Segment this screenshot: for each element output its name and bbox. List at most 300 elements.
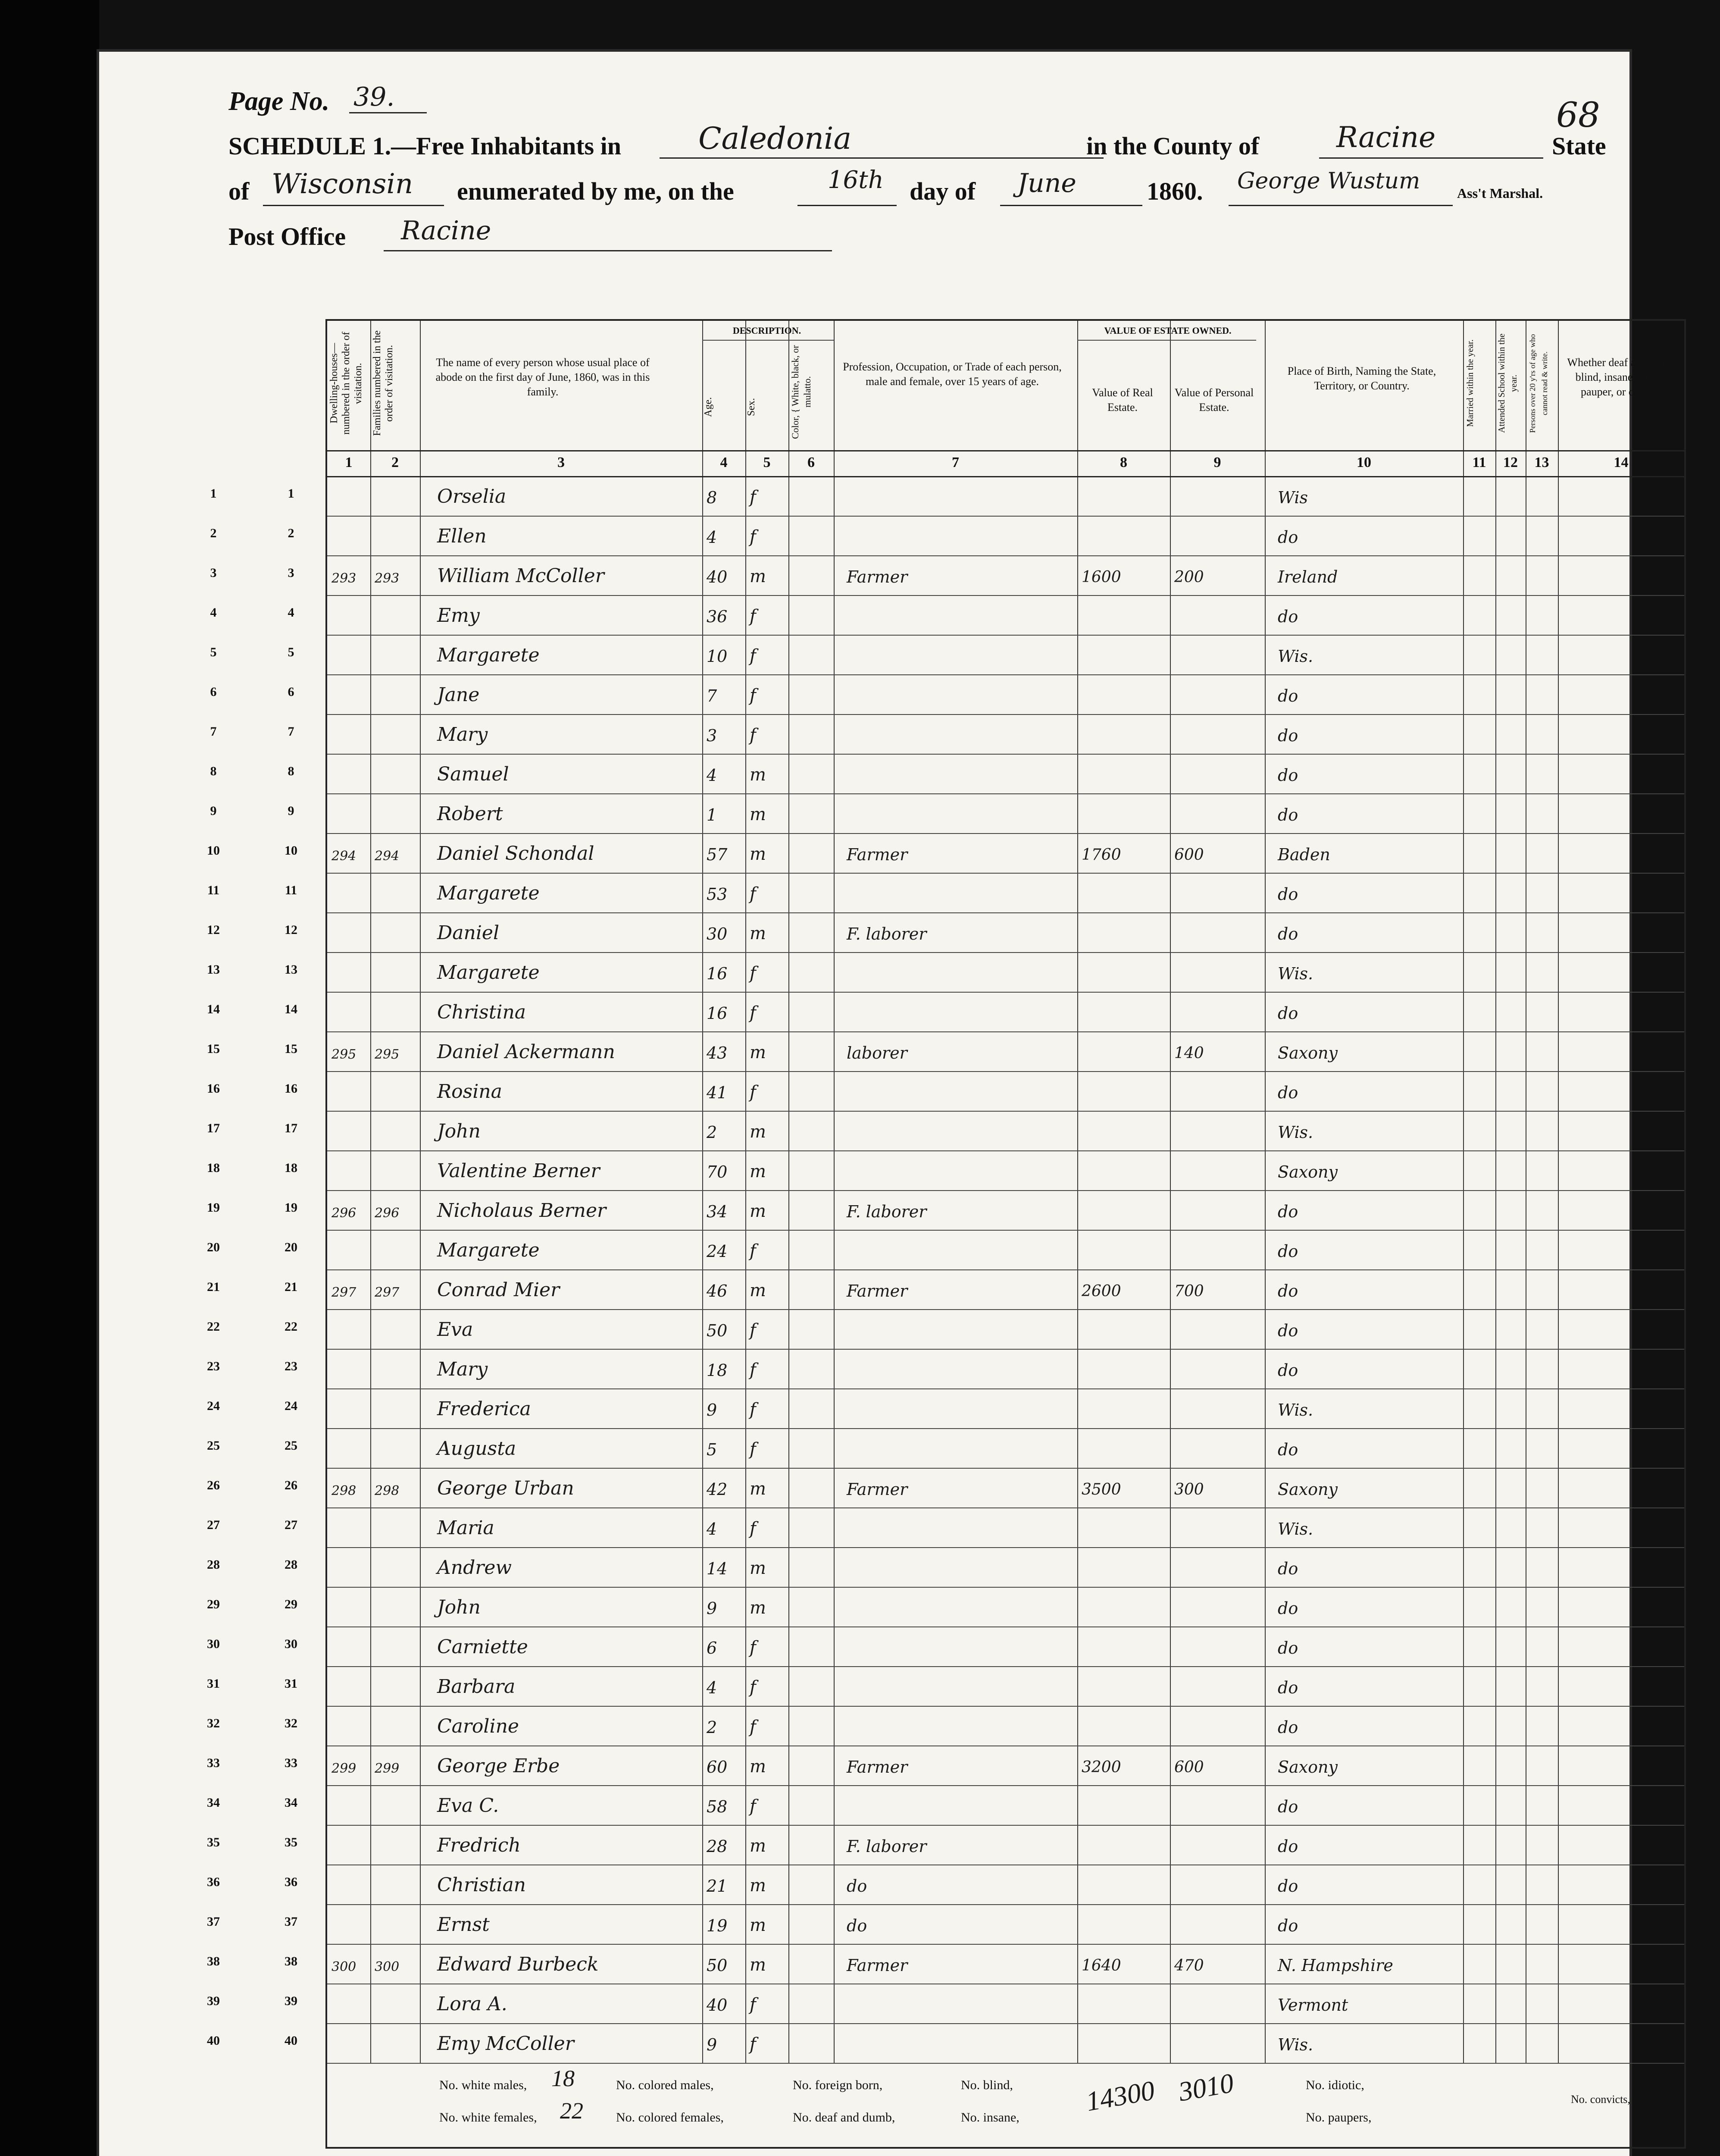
person-name: Emy McColler xyxy=(437,2033,574,2055)
sex-value: f xyxy=(750,1519,756,1539)
birthplace-value: do xyxy=(1278,1361,1298,1380)
row-number-right: 5 xyxy=(1701,645,1708,659)
birthplace-value: do xyxy=(1278,1916,1298,1935)
sex-value: f xyxy=(750,527,756,547)
row-rule xyxy=(327,793,1684,794)
birthplace-value: do xyxy=(1278,1599,1298,1618)
row-number-right: 18 xyxy=(1698,1161,1711,1175)
birthplace-value: do xyxy=(1278,607,1298,626)
row-rule xyxy=(327,555,1684,556)
birthplace-value: Wis. xyxy=(1278,964,1313,983)
dwelling-number: 297 xyxy=(331,1285,357,1300)
row-number-outer: 11 xyxy=(207,883,220,897)
row-rule xyxy=(327,1031,1684,1032)
paupers-label: No. paupers, xyxy=(1306,2110,1372,2125)
row-number-outer: 29 xyxy=(207,1597,220,1611)
description-rule xyxy=(702,340,834,341)
column-number: 9 xyxy=(1213,454,1221,470)
sex-value: m xyxy=(750,1836,766,1856)
person-name: Caroline xyxy=(437,1715,519,1737)
row-number-inner: 10 xyxy=(285,843,297,858)
column-divider xyxy=(1077,321,1078,2063)
month-underline xyxy=(1000,205,1142,206)
white-males-label: No. white males, xyxy=(439,2078,527,2092)
birthplace-value: Ireland xyxy=(1278,567,1338,586)
row-rule xyxy=(327,1626,1684,1627)
row-number-right: 40 xyxy=(1698,2034,1711,2048)
dwelling-number: 294 xyxy=(331,849,357,864)
row-rule xyxy=(327,1745,1684,1746)
birthplace-value: do xyxy=(1278,766,1298,785)
header-rule xyxy=(327,450,1684,451)
county-name: Racine xyxy=(1336,121,1436,154)
row-number-right: 20 xyxy=(1698,1240,1711,1254)
row-rule xyxy=(327,1666,1684,1667)
row-number-inner: 31 xyxy=(285,1677,297,1691)
col-header-birthplace: Place of Birth, Naming the State, Territory, or Country. xyxy=(1287,365,1436,392)
birthplace-value: do xyxy=(1278,1678,1298,1697)
sex-value: m xyxy=(750,1281,766,1300)
row-number-right: 23 xyxy=(1698,1359,1711,1373)
sex-value: f xyxy=(750,2034,756,2054)
row-rule xyxy=(327,1587,1684,1588)
row-number-inner: 4 xyxy=(288,605,294,620)
row-number-outer: 20 xyxy=(207,1240,220,1254)
person-name: Fredrich xyxy=(437,1834,521,1856)
row-number-right: 27 xyxy=(1698,1518,1711,1532)
row-number-outer: 7 xyxy=(210,724,217,739)
age-value: 50 xyxy=(707,1321,728,1340)
occupation-value: Farmer xyxy=(847,1758,908,1777)
township-name: Caledonia xyxy=(698,121,852,156)
white-females-count: 22 xyxy=(560,2098,583,2124)
occupation-value: Farmer xyxy=(847,1282,908,1300)
personal-estate-value: 200 xyxy=(1174,568,1204,586)
row-rule xyxy=(327,912,1684,913)
row-number-inner: 11 xyxy=(285,883,297,897)
person-name: Andrew xyxy=(437,1557,512,1579)
person-name: Margarete xyxy=(437,1239,540,1261)
person-name: Margarete xyxy=(437,882,540,904)
row-number-right: 22 xyxy=(1698,1319,1711,1334)
county-underline xyxy=(1319,157,1543,159)
birthplace-value: do xyxy=(1278,1837,1298,1856)
row-rule xyxy=(327,595,1684,596)
column-number: 13 xyxy=(1534,454,1549,470)
row-number-outer: 13 xyxy=(207,962,220,977)
row-number-inner: 21 xyxy=(285,1280,297,1294)
page-number: 39. xyxy=(353,82,395,112)
age-value: 10 xyxy=(707,647,728,666)
row-number-inner: 32 xyxy=(285,1716,297,1730)
row-rule xyxy=(327,2023,1684,2024)
white-females-label: No. white females, xyxy=(439,2110,537,2125)
row-number-right: 25 xyxy=(1698,1438,1711,1453)
column-number: 6 xyxy=(807,454,815,470)
col-header-sex: Sex. xyxy=(746,398,757,416)
of-label: of xyxy=(228,177,250,205)
page-number-underline xyxy=(349,112,427,113)
column-divider xyxy=(834,321,835,2063)
person-name: Maria xyxy=(437,1517,494,1539)
birthplace-value: do xyxy=(1278,686,1298,705)
row-number-right: 30 xyxy=(1698,1637,1711,1651)
sex-value: m xyxy=(750,844,766,864)
occupation-value: Farmer xyxy=(847,1956,908,1975)
row-number-right: 36 xyxy=(1698,1875,1711,1889)
col-header-illiterate: Persons over 20 y'rs of age who cannot read & write. xyxy=(1528,334,1549,433)
person-name: Valentine Berner xyxy=(437,1160,600,1182)
total-real-estate: 14300 xyxy=(1083,2075,1157,2117)
row-number-right: 2 xyxy=(1701,526,1708,540)
sex-value: f xyxy=(750,1439,756,1459)
row-number-right: 1 xyxy=(1701,486,1708,501)
sex-value: f xyxy=(750,1796,756,1816)
sex-value: m xyxy=(750,765,766,785)
sex-value: f xyxy=(750,1082,756,1102)
sex-value: f xyxy=(750,725,756,745)
row-rule xyxy=(327,1904,1684,1905)
row-number-outer: 34 xyxy=(207,1796,220,1810)
person-name: Frederica xyxy=(437,1398,531,1420)
row-number-inner: 36 xyxy=(285,1875,297,1889)
column-divider xyxy=(420,321,421,2063)
row-rule xyxy=(327,1706,1684,1707)
age-value: 3 xyxy=(707,726,717,745)
age-value: 9 xyxy=(707,1599,717,1618)
dwelling-number: 299 xyxy=(331,1761,357,1776)
col-header-school: Attended School within the year. xyxy=(1496,333,1519,433)
person-name: Rosina xyxy=(437,1081,502,1103)
birthplace-value: do xyxy=(1278,1559,1298,1578)
age-value: 28 xyxy=(707,1837,728,1856)
person-name: George Urban xyxy=(437,1477,574,1499)
row-number-right: 7 xyxy=(1701,724,1708,739)
sex-value: m xyxy=(750,1043,766,1062)
birthplace-value: Wis. xyxy=(1278,2035,1313,2054)
row-number-inner: 3 xyxy=(288,566,294,580)
real-estate-value: 1640 xyxy=(1082,1957,1121,1974)
total-personal-estate: 3010 xyxy=(1176,2067,1236,2107)
person-name: John xyxy=(437,1596,481,1618)
family-number: 296 xyxy=(375,1206,400,1221)
birthplace-value: Baden xyxy=(1278,845,1330,864)
column-divider xyxy=(788,321,789,2063)
sex-value: f xyxy=(750,884,756,904)
sex-value: f xyxy=(750,487,756,507)
person-name: Daniel xyxy=(437,922,500,944)
census-page xyxy=(99,52,1711,2156)
row-number-right: 38 xyxy=(1698,1954,1711,1968)
row-number-inner: 27 xyxy=(285,1518,297,1532)
sex-value: m xyxy=(750,1955,766,1975)
real-estate-value: 2600 xyxy=(1082,1282,1121,1300)
row-rule xyxy=(327,516,1684,517)
row-number-outer: 4 xyxy=(210,605,217,620)
birthplace-value: Saxony xyxy=(1278,1163,1338,1181)
birthplace-value: do xyxy=(1278,1877,1298,1896)
row-number-outer: 1 xyxy=(210,486,217,501)
marshal-name: George Wustum xyxy=(1237,168,1420,194)
row-number-inner: 40 xyxy=(285,2034,297,2048)
row-number-outer: 38 xyxy=(207,1954,220,1968)
birthplace-value: Saxony xyxy=(1278,1758,1338,1777)
birthplace-value: do xyxy=(1278,1718,1298,1737)
family-number: 293 xyxy=(375,571,400,586)
row-number-outer: 16 xyxy=(207,1081,220,1096)
row-number-outer: 12 xyxy=(207,923,220,937)
age-value: 9 xyxy=(707,1401,717,1420)
sex-value: f xyxy=(750,1995,756,2015)
row-number-outer: 2 xyxy=(210,526,217,540)
row-rule xyxy=(327,1309,1684,1310)
state-underline xyxy=(263,205,444,206)
sex-value: m xyxy=(750,567,766,586)
personal-estate-value: 300 xyxy=(1174,1481,1204,1498)
col-header-occupation: Profession, Occupation, or Trade of each person, male and female, over 15 years of age. xyxy=(843,360,1062,388)
sex-value: f xyxy=(750,1400,756,1420)
age-value: 40 xyxy=(707,567,728,586)
personal-estate-value: 600 xyxy=(1174,846,1204,864)
occupation-value: Farmer xyxy=(847,567,908,586)
post-office-name: Racine xyxy=(401,216,491,246)
row-rule xyxy=(327,1388,1684,1389)
row-number-right: 39 xyxy=(1698,1994,1711,2008)
occupation-value: do xyxy=(847,1877,867,1896)
col-header-dwelling: Dwelling-houses—numbered in the order of visitation. xyxy=(328,332,364,435)
state-name: Wisconsin xyxy=(272,168,413,200)
personal-estate-value: 600 xyxy=(1174,1758,1204,1776)
row-number-right: 26 xyxy=(1698,1478,1711,1492)
township-underline xyxy=(660,157,1104,159)
row-number-inner: 28 xyxy=(285,1557,297,1572)
age-value: 70 xyxy=(707,1163,728,1181)
col-header-name: The name of every person whose usual place of abode on the first day of June, 1860, was in this family. xyxy=(435,356,650,398)
column-number: 1 xyxy=(345,454,353,470)
birthplace-value: do xyxy=(1278,805,1298,824)
age-value: 53 xyxy=(707,885,728,904)
sex-value: f xyxy=(750,1241,756,1261)
row-number-right: 12 xyxy=(1698,923,1711,937)
sex-value: m xyxy=(750,1757,766,1777)
birthplace-value: Wis. xyxy=(1278,1520,1313,1539)
family-number: 298 xyxy=(375,1483,400,1498)
row-rule xyxy=(327,1944,1684,1945)
person-name: Daniel Ackermann xyxy=(437,1041,615,1063)
person-name: Augusta xyxy=(437,1438,516,1460)
col-header-personal-estate: Value of Personal Estate. xyxy=(1174,386,1254,414)
row-number-right: 8 xyxy=(1701,764,1708,778)
person-name: Christian xyxy=(437,1874,526,1896)
row-number-inner: 37 xyxy=(285,1915,297,1929)
sex-value: m xyxy=(750,805,766,824)
row-rule xyxy=(327,714,1684,715)
age-value: 50 xyxy=(707,1956,728,1975)
row-number-outer: 9 xyxy=(210,804,217,818)
person-name: Robert xyxy=(437,803,503,825)
age-value: 36 xyxy=(707,607,728,626)
age-value: 58 xyxy=(707,1797,728,1816)
birthplace-value: do xyxy=(1278,726,1298,745)
convicts-label: No. convicts, xyxy=(1571,2093,1630,2106)
post-office-label: Post Office xyxy=(228,222,346,251)
row-number-outer: 5 xyxy=(210,645,217,659)
row-number-right: 9 xyxy=(1701,804,1708,818)
age-value: 4 xyxy=(707,528,717,547)
person-name: Ernst xyxy=(437,1914,490,1936)
person-name: Jane xyxy=(437,684,480,706)
person-name: Daniel Schondal xyxy=(437,843,594,865)
personal-estate-value: 700 xyxy=(1174,1282,1204,1300)
white-males-count: 18 xyxy=(551,2065,575,2091)
age-value: 24 xyxy=(707,1242,728,1261)
day-of-label: day of xyxy=(910,177,976,205)
person-name: Conrad Mier xyxy=(437,1279,560,1301)
row-rule xyxy=(327,635,1684,636)
row-number-outer: 39 xyxy=(207,1994,220,2008)
person-name: Christina xyxy=(437,1001,526,1023)
column-divider xyxy=(1463,321,1464,2063)
row-number-right: 14 xyxy=(1698,1002,1711,1016)
dwelling-number: 293 xyxy=(331,571,357,586)
row-number-right: 32 xyxy=(1698,1716,1711,1730)
age-value: 42 xyxy=(707,1480,728,1499)
row-number-inner: 5 xyxy=(288,645,294,659)
row-number-inner: 9 xyxy=(288,804,294,818)
birthplace-value: Saxony xyxy=(1278,1044,1338,1062)
row-number-inner: 35 xyxy=(285,1835,297,1849)
row-number-right: 15 xyxy=(1698,1042,1711,1056)
sex-value: m xyxy=(750,1558,766,1578)
age-value: 19 xyxy=(707,1916,728,1935)
sex-value: m xyxy=(750,924,766,943)
age-value: 16 xyxy=(707,1004,728,1023)
row-number-right: 4 xyxy=(1701,605,1708,620)
birthplace-value: do xyxy=(1278,1242,1298,1261)
row-number-right: 29 xyxy=(1698,1597,1711,1611)
person-name: Margarete xyxy=(437,644,540,666)
row-number-outer: 17 xyxy=(207,1121,220,1135)
row-number-outer: 36 xyxy=(207,1875,220,1889)
row-number-inner: 24 xyxy=(285,1399,297,1413)
row-number-right: 19 xyxy=(1698,1200,1711,1215)
birthplace-value: do xyxy=(1278,1440,1298,1459)
idiotic-label: No. idiotic, xyxy=(1306,2078,1364,2092)
row-number-outer: 14 xyxy=(207,1002,220,1016)
marshal-underline xyxy=(1229,205,1453,206)
person-name: Samuel xyxy=(437,763,509,785)
row-number-inner: 26 xyxy=(285,1478,297,1492)
row-rule xyxy=(327,1825,1684,1826)
row-number-outer: 25 xyxy=(207,1438,220,1453)
col-header-age: Age. xyxy=(703,397,714,417)
sex-value: m xyxy=(750,1876,766,1896)
row-number-right: 31 xyxy=(1698,1677,1711,1691)
person-name: Orselia xyxy=(437,486,507,508)
row-number-inner: 1 xyxy=(288,486,294,501)
person-name: Eva xyxy=(437,1319,473,1341)
column-number: 8 xyxy=(1120,454,1127,470)
sex-value: f xyxy=(750,606,756,626)
column-number: 3 xyxy=(557,454,565,470)
real-estate-value: 3200 xyxy=(1082,1758,1121,1776)
age-value: 21 xyxy=(707,1877,728,1896)
row-number-outer: 30 xyxy=(207,1637,220,1651)
column-divider xyxy=(1558,321,1559,2063)
occupation-value: F. laborer xyxy=(847,1837,927,1856)
corner-number: 68 xyxy=(1556,95,1600,135)
schedule-title: SCHEDULE 1.—Free Inhabitants in xyxy=(228,132,621,160)
post-office-underline xyxy=(384,250,832,251)
person-name: Lora A. xyxy=(437,1993,507,2015)
family-number: 295 xyxy=(375,1047,400,1062)
row-number-right: 37 xyxy=(1698,1915,1711,1929)
colored-males-label: No. colored males, xyxy=(616,2078,714,2092)
age-value: 4 xyxy=(707,1678,717,1697)
real-estate-value: 3500 xyxy=(1082,1481,1121,1498)
row-rule xyxy=(327,1547,1684,1548)
age-value: 18 xyxy=(707,1361,728,1380)
age-value: 7 xyxy=(707,686,717,705)
row-number-inner: 15 xyxy=(285,1042,297,1056)
personal-estate-value: 140 xyxy=(1174,1044,1204,1062)
sex-value: f xyxy=(750,1360,756,1380)
col-header-description: DESCRIPTION. xyxy=(732,325,801,336)
occupation-value: F. laborer xyxy=(847,1202,927,1221)
birthplace-value: Wis. xyxy=(1278,1123,1313,1142)
age-value: 2 xyxy=(707,1123,717,1142)
row-number-right: 10 xyxy=(1698,843,1711,858)
row-rule xyxy=(327,754,1684,755)
insane-label: No. insane, xyxy=(961,2110,1019,2125)
row-number-inner: 30 xyxy=(285,1637,297,1651)
col-header-married: Married within the year. xyxy=(1465,339,1475,427)
row-number-inner: 33 xyxy=(285,1756,297,1770)
person-name: Ellen xyxy=(437,525,487,547)
dwelling-number: 295 xyxy=(331,1047,357,1062)
row-number-outer: 27 xyxy=(207,1518,220,1532)
column-divider xyxy=(1495,321,1496,2063)
row-number-right: 17 xyxy=(1698,1121,1711,1135)
age-value: 4 xyxy=(707,1520,717,1539)
sex-value: f xyxy=(750,1677,756,1697)
column-number: 2 xyxy=(391,454,399,470)
blind-label: No. blind, xyxy=(961,2078,1013,2092)
enumerated-label: enumerated by me, on the xyxy=(457,177,734,205)
sex-value: f xyxy=(750,1638,756,1658)
dwelling-number: 296 xyxy=(331,1206,357,1221)
age-value: 43 xyxy=(707,1044,728,1062)
column-divider xyxy=(370,321,371,2063)
person-name: John xyxy=(437,1120,481,1142)
dwelling-number: 298 xyxy=(331,1483,357,1498)
row-rule xyxy=(327,2063,1684,2064)
row-number-right: 24 xyxy=(1698,1399,1711,1413)
row-number-outer: 31 xyxy=(207,1677,220,1691)
family-number: 294 xyxy=(375,849,400,864)
birthplace-value: Vermont xyxy=(1278,1996,1348,2015)
colored-females-label: No. colored females, xyxy=(616,2110,724,2125)
row-rule xyxy=(327,952,1684,953)
row-number-right: 3 xyxy=(1701,566,1708,580)
row-number-inner: 34 xyxy=(285,1796,297,1810)
row-rule xyxy=(327,1785,1684,1786)
age-value: 57 xyxy=(707,845,728,864)
family-number: 297 xyxy=(375,1285,400,1300)
row-number-right: 28 xyxy=(1698,1557,1711,1572)
column-number: 7 xyxy=(952,454,959,470)
person-name: William McColler xyxy=(437,565,604,587)
